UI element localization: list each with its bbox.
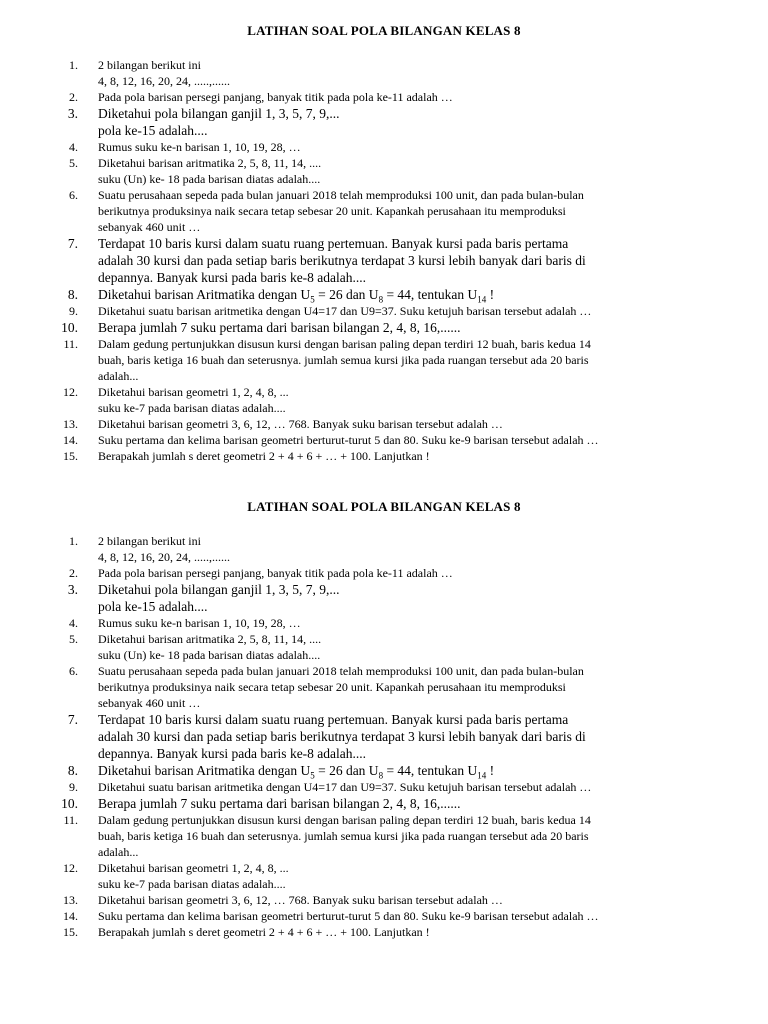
question-text: Diketahui barisan Aritmatika dengan $U_5 = 26$ dan $U_8 = 44$, tentukan $U_{14}$ ! bbox=[98, 287, 495, 305]
question-text: Diketahui suatu barisan aritmetika dengan U4=17 dan U9=37. Suku ketujuh barisan tersebut adalah … bbox=[98, 780, 592, 794]
question-text: sebanyak 460 unit … bbox=[98, 696, 201, 710]
question-item bbox=[0, 432, 768, 448]
question-text: berikutnya produksinya naik secara tetap sebesar 20 unit. Kapankah perusahaan itu memproduksi bbox=[98, 680, 566, 694]
question-number: 7. bbox=[67, 236, 78, 251]
question-item bbox=[0, 892, 768, 908]
question-number: 9. bbox=[69, 780, 78, 794]
question-item bbox=[0, 581, 768, 615]
question-text: Berapakah jumlah s deret geometri 2 + 4 + 6 + … + 100. Lanjutkan ! bbox=[98, 449, 430, 463]
question-text: Diketahui barisan geometri 3, 6, 12, … 768. Banyak suku barisan tersebut adalah … bbox=[98, 893, 503, 907]
question-item bbox=[0, 235, 768, 286]
question-item bbox=[0, 303, 768, 319]
question-number: 15. bbox=[63, 449, 78, 463]
question-number: 15. bbox=[63, 925, 78, 939]
question-text: Rumus suku ke-n barisan 1, 10, 19, 28, … bbox=[98, 140, 301, 154]
question-text: Berapa jumlah 7 suku pertama dari barisan bilangan 2, 4, 8, 16,...... bbox=[98, 796, 461, 811]
question-text: depannya. Banyak kursi pada baris ke-8 adalah.... bbox=[98, 270, 367, 285]
question-text: Suku pertama dan kelima barisan geometri berturut-turut 5 dan 80. Suku ke-9 barisan tersebut adalah … bbox=[98, 433, 599, 447]
question-text: Diketahui pola bilangan ganjil 1, 3, 5, 7, 9,... bbox=[98, 582, 340, 597]
question-list bbox=[0, 533, 768, 940]
question-text: pola ke-15 adalah.... bbox=[98, 599, 208, 614]
question-list bbox=[0, 57, 768, 464]
question-number: 10. bbox=[61, 320, 78, 335]
question-text: pola ke-15 adalah.... bbox=[98, 123, 208, 138]
question-text: adalah 30 kursi dan pada setiap baris berikutnya terdapat 3 kursi lebih banyak dari baris di bbox=[98, 253, 586, 268]
question-text: Diketahui barisan geometri 1, 2, 4, 8, ... bbox=[98, 861, 289, 875]
question-text: suku ke-7 pada barisan diatas adalah.... bbox=[98, 401, 286, 415]
question-number: 14. bbox=[63, 433, 78, 447]
question-item bbox=[0, 908, 768, 924]
question-text: Diketahui suatu barisan aritmetika dengan U4=17 dan U9=37. Suku ketujuh barisan tersebut adalah … bbox=[98, 304, 592, 318]
question-item bbox=[0, 448, 768, 464]
question-text: Suatu perusahaan sepeda pada bulan januari 2018 telah memproduksi 100 unit, dan pada bulan-bulan bbox=[98, 664, 584, 678]
question-item bbox=[0, 924, 768, 940]
question-item bbox=[0, 105, 768, 139]
question-item bbox=[0, 565, 768, 581]
question-text: 4, 8, 12, 16, 20, 24, .....,...... bbox=[98, 550, 230, 564]
question-item bbox=[0, 155, 768, 187]
exercise-section-2 bbox=[0, 498, 768, 940]
question-item bbox=[0, 384, 768, 416]
question-number: 10. bbox=[61, 796, 78, 811]
question-number: 5. bbox=[69, 632, 78, 646]
question-text: buah, baris ketiga 16 buah dan seterusnya. jumlah semua kursi jika pada ruangan tersebut ada 20 baris bbox=[98, 829, 589, 843]
question-item bbox=[0, 762, 768, 779]
question-number: 7. bbox=[67, 712, 78, 727]
question-text: adalah... bbox=[98, 845, 139, 859]
question-number: 3. bbox=[67, 582, 78, 597]
question-number: 2. bbox=[69, 90, 78, 104]
question-text: suku ke-7 pada barisan diatas adalah.... bbox=[98, 877, 286, 891]
question-number: 2. bbox=[69, 566, 78, 580]
question-item bbox=[0, 319, 768, 336]
question-text: sebanyak 460 unit … bbox=[98, 220, 201, 234]
question-number: 13. bbox=[63, 417, 78, 431]
question-number: 8. bbox=[67, 763, 78, 778]
question-text: Berapa jumlah 7 suku pertama dari barisan bilangan 2, 4, 8, 16,...... bbox=[98, 320, 461, 335]
question-text: Dalam gedung pertunjukkan disusun kursi dengan barisan paling depan terdiri 12 buah, baris kedua 14 bbox=[98, 813, 591, 827]
question-text: Diketahui barisan geometri 3, 6, 12, … 768. Banyak suku barisan tersebut adalah … bbox=[98, 417, 503, 431]
question-text: Terdapat 10 baris kursi dalam suatu ruang pertemuan. Banyak kursi pada baris pertama bbox=[98, 712, 569, 727]
question-text: berikutnya produksinya naik secara tetap sebesar 20 unit. Kapankah perusahaan itu memproduksi bbox=[98, 204, 566, 218]
question-number: 13. bbox=[63, 893, 78, 907]
question-item bbox=[0, 286, 768, 303]
question-item bbox=[0, 533, 768, 565]
question-number: 1. bbox=[69, 534, 78, 548]
question-text: depannya. Banyak kursi pada baris ke-8 adalah.... bbox=[98, 746, 367, 761]
question-item bbox=[0, 416, 768, 432]
question-text: Diketahui barisan aritmatika 2, 5, 8, 11, 14, .... bbox=[98, 632, 322, 646]
question-text: Suku pertama dan kelima barisan geometri berturut-turut 5 dan 80. Suku ke-9 barisan tersebut adalah … bbox=[98, 909, 599, 923]
question-item bbox=[0, 336, 768, 384]
question-number: 6. bbox=[69, 664, 78, 678]
question-item bbox=[0, 779, 768, 795]
question-text: suku (Un) ke- 18 pada barisan diatas adalah.... bbox=[98, 648, 321, 662]
question-number: 12. bbox=[63, 385, 78, 399]
question-number: 9. bbox=[69, 304, 78, 318]
question-number: 11. bbox=[63, 813, 78, 827]
question-text: Rumus suku ke-n barisan 1, 10, 19, 28, … bbox=[98, 616, 301, 630]
question-item bbox=[0, 139, 768, 155]
question-item bbox=[0, 187, 768, 235]
question-number: 4. bbox=[69, 140, 78, 154]
exercise-section-1 bbox=[0, 22, 768, 464]
question-item bbox=[0, 89, 768, 105]
question-number: 14. bbox=[63, 909, 78, 923]
question-item bbox=[0, 711, 768, 762]
page-title: LATIHAN SOAL POLA BILANGAN KELAS 8 bbox=[247, 499, 521, 514]
question-text: Dalam gedung pertunjukkan disusun kursi dengan barisan paling depan terdiri 12 buah, baris kedua 14 bbox=[98, 337, 591, 351]
question-text: Diketahui barisan aritmatika 2, 5, 8, 11, 14, .... bbox=[98, 156, 322, 170]
question-item bbox=[0, 860, 768, 892]
question-number: 12. bbox=[63, 861, 78, 875]
question-text: adalah... bbox=[98, 369, 139, 383]
question-number: 4. bbox=[69, 616, 78, 630]
question-number: 8. bbox=[67, 287, 78, 302]
question-text: Suatu perusahaan sepeda pada bulan januari 2018 telah memproduksi 100 unit, dan pada bulan-bulan bbox=[98, 188, 584, 202]
question-number: 3. bbox=[67, 106, 78, 121]
question-item bbox=[0, 615, 768, 631]
page-title: LATIHAN SOAL POLA BILANGAN KELAS 8 bbox=[247, 23, 521, 38]
question-number: 1. bbox=[69, 58, 78, 72]
question-text: Terdapat 10 baris kursi dalam suatu ruang pertemuan. Banyak kursi pada baris pertama bbox=[98, 236, 569, 251]
question-text: Pada pola barisan persegi panjang, banyak titik pada pola ke-11 adalah … bbox=[98, 90, 453, 104]
question-text: 2 bilangan berikut ini bbox=[98, 58, 201, 72]
question-text: Pada pola barisan persegi panjang, banyak titik pada pola ke-11 adalah … bbox=[98, 566, 453, 580]
question-text: buah, baris ketiga 16 buah dan seterusnya. jumlah semua kursi jika pada ruangan tersebut ada 20 baris bbox=[98, 353, 589, 367]
question-text: 2 bilangan berikut ini bbox=[98, 534, 201, 548]
question-item bbox=[0, 57, 768, 89]
question-text: Diketahui pola bilangan ganjil 1, 3, 5, 7, 9,... bbox=[98, 106, 340, 121]
question-number: 11. bbox=[63, 337, 78, 351]
question-item bbox=[0, 795, 768, 812]
question-item bbox=[0, 663, 768, 711]
question-item bbox=[0, 631, 768, 663]
question-text: Diketahui barisan geometri 1, 2, 4, 8, ... bbox=[98, 385, 289, 399]
question-number: 5. bbox=[69, 156, 78, 170]
question-number: 6. bbox=[69, 188, 78, 202]
question-text: 4, 8, 12, 16, 20, 24, .....,...... bbox=[98, 74, 230, 88]
question-text: adalah 30 kursi dan pada setiap baris berikutnya terdapat 3 kursi lebih banyak dari baris di bbox=[98, 729, 586, 744]
question-text: Berapakah jumlah s deret geometri 2 + 4 + 6 + … + 100. Lanjutkan ! bbox=[98, 925, 430, 939]
question-item bbox=[0, 812, 768, 860]
question-text: Diketahui barisan Aritmatika dengan $U_5 = 26$ dan $U_8 = 44$, tentukan $U_{14}$ ! bbox=[98, 763, 495, 781]
question-text: suku (Un) ke- 18 pada barisan diatas adalah.... bbox=[98, 172, 321, 186]
